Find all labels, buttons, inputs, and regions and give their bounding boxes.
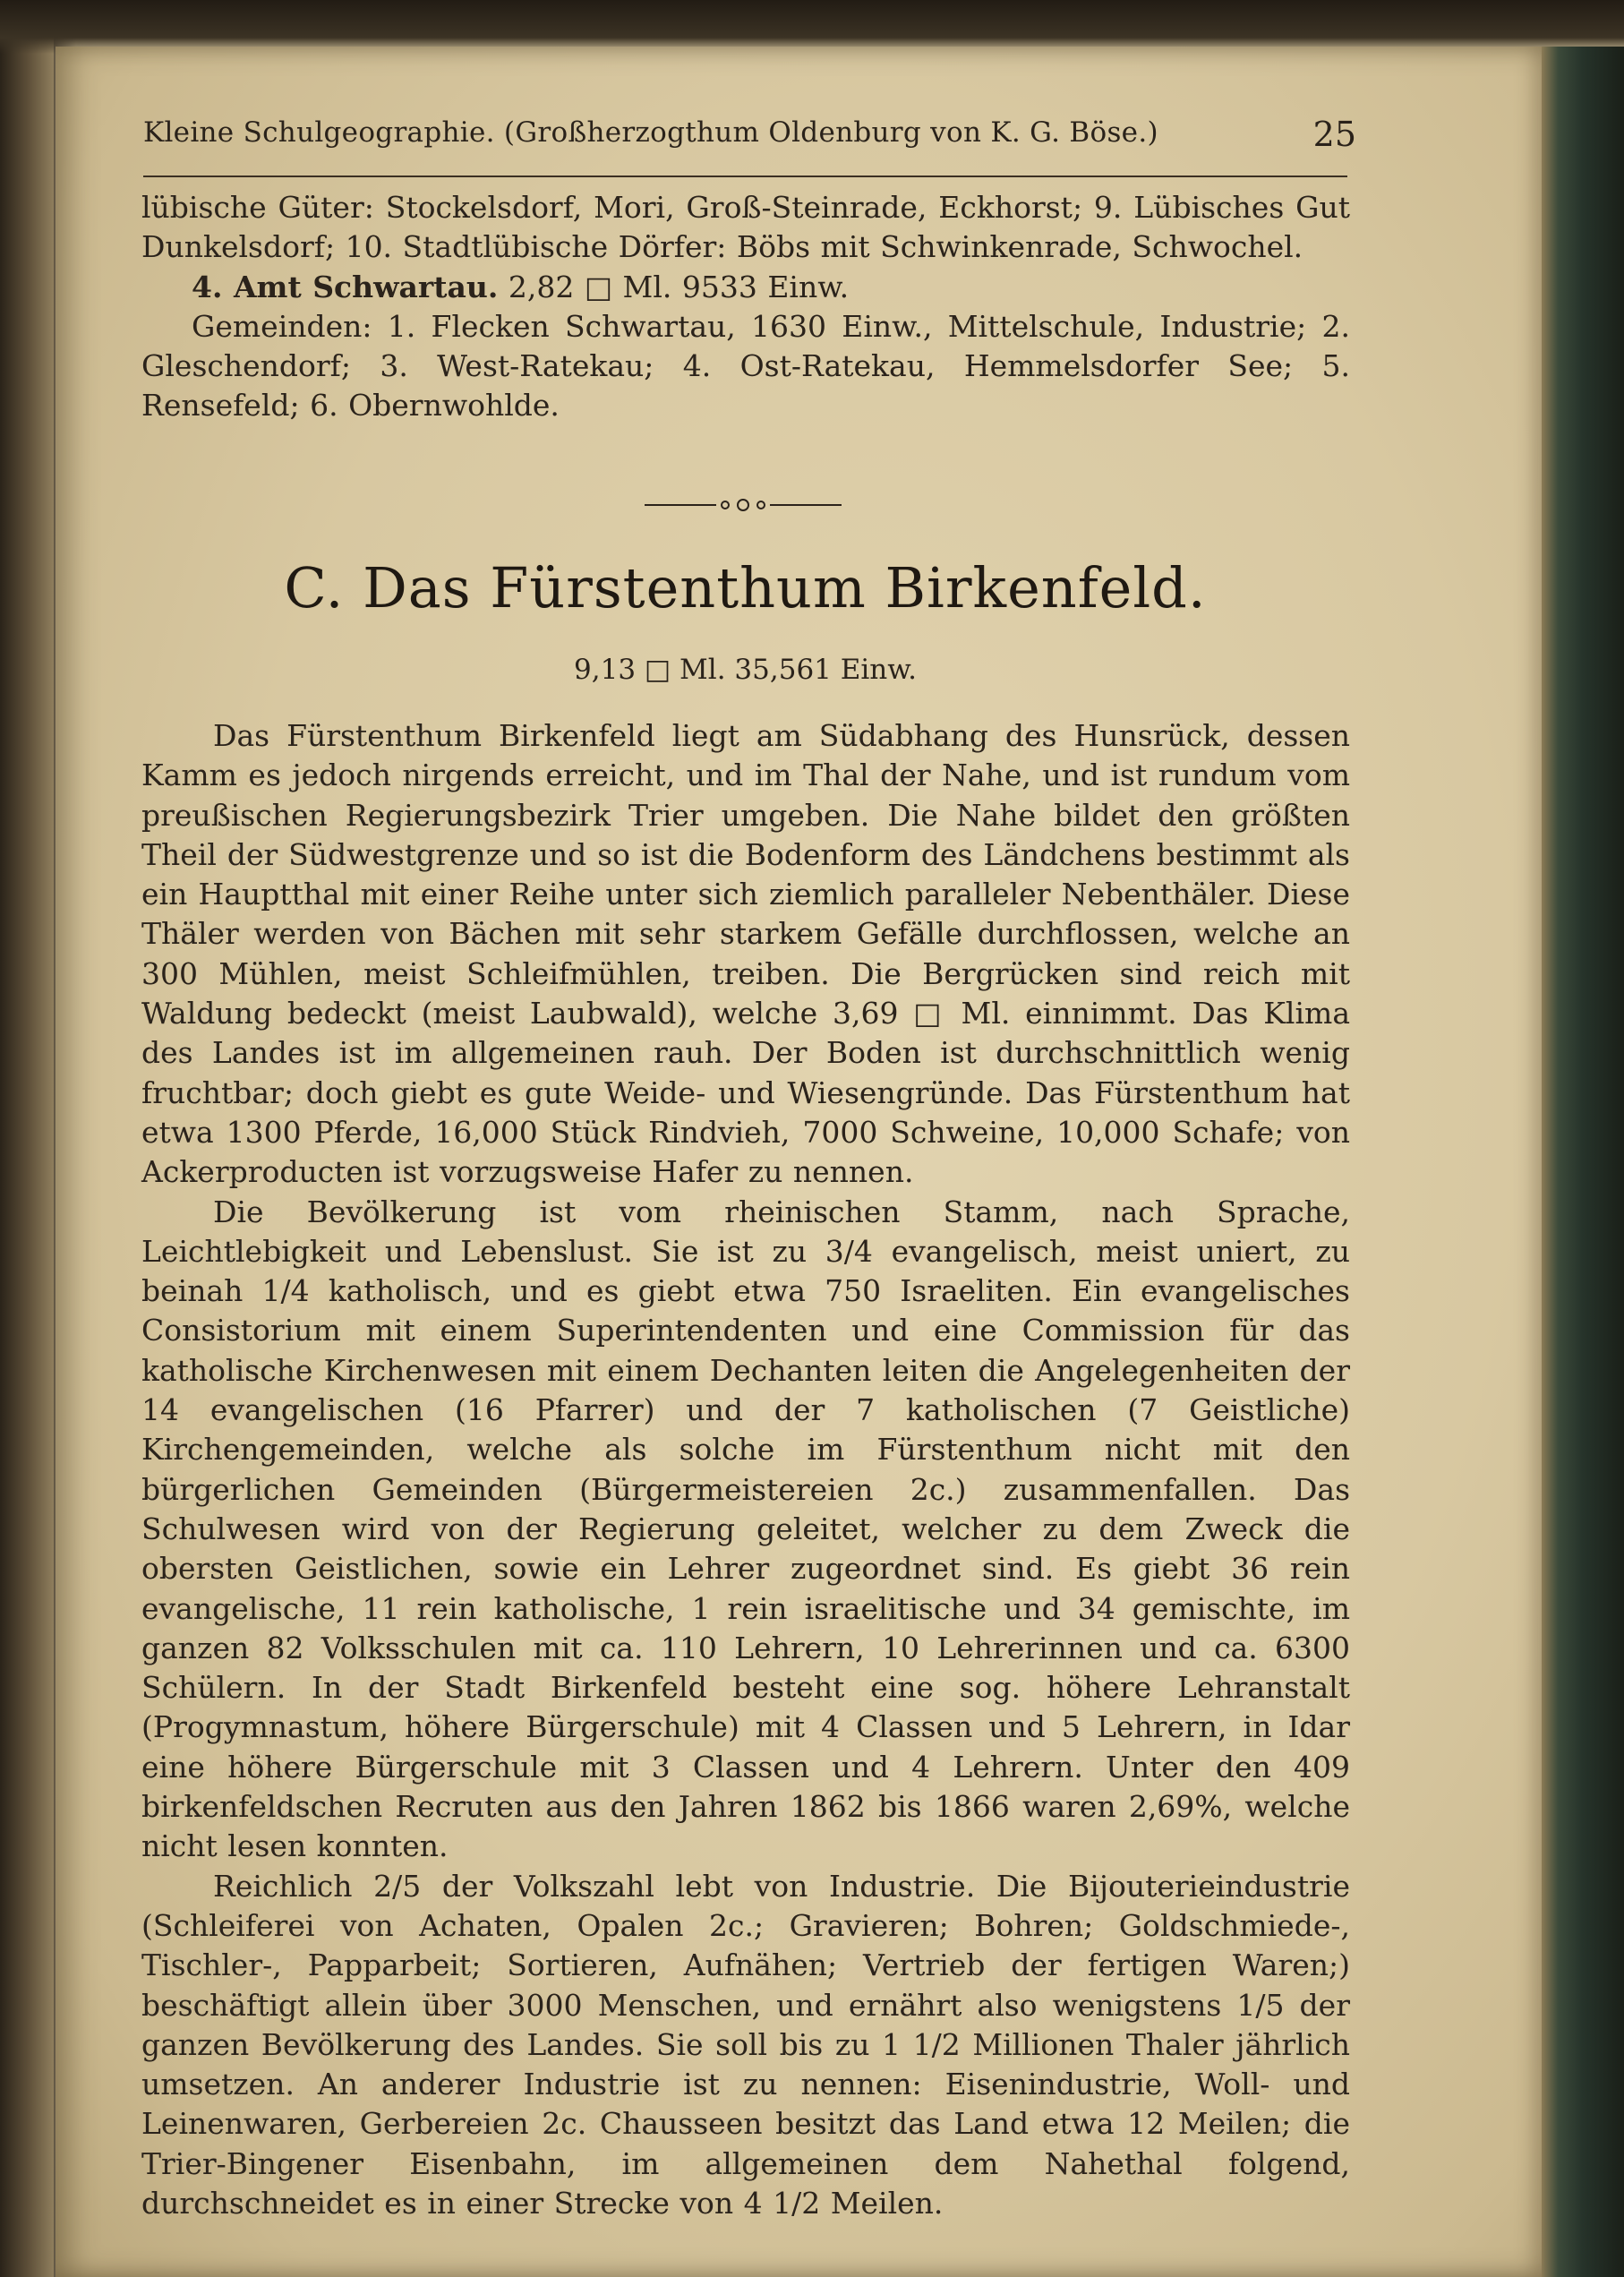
paragraph-industry: Reichlich 2/5 der Volkszahl lebt von Industrie. Die Bijouterieindustrie (Schleiferei von Achaten, Opalen 2c.; Gravieren; Bohren; Goldschmiede-, Tischler-, Papparbeit; Sortieren, Aufnähen; Vertrieb der fertigen Waren;) beschäftigt allein über 3000 Menschen, und ernährt also wenigstens 1/5 der ganzen Bevölkerung des Landes. Sie soll bis zu 1 1/2 Millionen Thaler jährlich umsetzen. An anderer Industrie ist zu nennen: Eisenindustrie, Woll- und Leinenwaren, Gerbereien 2c. Chausseen besitzt das Land etwa 12 Meilen; die Trier-Bingener Eisenbahn, im allgemeinen dem Nahethal folgend, durchschneidet es in einer Strecke von 4 1/2 Meilen. bbox=[141, 1868, 1350, 2221]
amt-heading: 4. Amt Schwartau. bbox=[192, 269, 499, 304]
page-number: 25 bbox=[1312, 115, 1356, 154]
upper-text-block bbox=[141, 188, 1350, 426]
book-binding bbox=[1542, 47, 1624, 2277]
paragraph-population: Die Bevölkerung ist vom rheinischen Stamm, nach Sprache, Leichtlebigkeit und Lebenslust. Sie ist zu 3/4 evangelisch, meist uniert, zu beinah 1/4 katholisch, und es giebt etwa 750 Israeliten. Ein evangelisches Consistorium mit einem Superintendenten und eine Commission für das katholische Kirchenwesen mit einem Dechanten leiten die Angelegenheiten der 14 evangelischen (16 Pfarrer) und der 7 katholischen (7 Geistliche) Kirchengemeinden, welche als solche im Fürstenthum nicht mit den bürgerlichen Gemeinden (Bürgermeistereien 2c.) zusammenfallen. Das Schulwesen wird von der Regierung geleitet, welcher zu dem Zweck die obersten Geistlichen, sowie ein Lehrer zugeordnet sind. Es giebt 36 rein evangelische, 11 rein katholische, 1 rein israelitische und 34 gemischte, im ganzen 82 Volksschulen mit ca. 110 Lehrern, 10 Lehrerinnen und ca. 6300 Schülern. In der Stadt Birkenfeld besteht eine sog. höhere Lehranstalt (Progymnastum, höhere Bürgerschule) mit 4 Classen und 5 Lehrern, in Idar eine höhere Bürgerschule mit 3 Classen und 4 Lehrern. Unter den 409 birkenfeldschen Recruten aus den Jahren 1862 bis 1866 waren 2,69%, welche nicht lesen konnten. bbox=[141, 1194, 1350, 1864]
previous-page-edge bbox=[0, 0, 54, 2277]
amt-line bbox=[141, 268, 1350, 307]
running-head: Kleine Schulgeographie. (Großherzogthum Oldenburg von K. G. Böse.) bbox=[143, 116, 1158, 149]
scan-top-shadow bbox=[0, 0, 1624, 54]
ornamental-divider bbox=[645, 494, 842, 516]
guter-list: lübische Güter: Stockelsdorf, Mori, Groß-Steinrade, Eckhorst; 9. Lübisches Gut Dunkelsdorf; 10. Stadtlübische Dörfer: Böbs mit Schwinkenrade, Schwochel. bbox=[141, 190, 1350, 265]
section-stats: 9,13 □ Ml. 35,561 Einw. bbox=[574, 654, 917, 686]
section-title: C. Das Fürstenthum Birkenfeld. bbox=[284, 555, 1207, 621]
gemeinden-list: Gemeinden: 1. Flecken Schwartau, 1630 Einw., Mittelschule, Industrie; 2. Gleschendorf; 3. West-Ratekau; 4. Ost-Ratekau, Hemmelsdorfer See; 5. Rensefeld; 6. Obernwohlde. bbox=[141, 308, 1350, 424]
main-text-block bbox=[141, 716, 1350, 2223]
header-rule bbox=[143, 175, 1347, 177]
paragraph-geography: Das Fürstenthum Birkenfeld liegt am Südabhang des Hunsrück, dessen Kamm es jedoch nirgends erreicht, und im Thal der Nahe, und ist rundum vom preußischen Regierungsbezirk Trier umgeben. Die Nahe bildet den größten Theil der Südwestgrenze und so ist die Bodenform des Ländchens bestimmt als ein Hauptthal mit einer Reihe unter sich ziemlich paralleler Nebenthäler. Diese Thäler werden von Bächen mit sehr starkem Gefälle durchflossen, welche an 300 Mühlen, meist Schleifmühlen, treiben. Die Bergrücken sind reich mit Waldung bedeckt (meist Laubwald), welche 3,69 □ Ml. einnimmt. Das Klima des Landes ist im allgemeinen rauh. Der Boden ist durchschnittlich wenig fruchtbar; doch giebt es gute Weide- und Wiesengründe. Das Fürstenthum hat etwa 1300 Pferde, 16,000 Stück Rindvieh, 7000 Schweine, 10,000 Schafe; von Ackerproducten ist vorzugsweise Hafer zu nennen. bbox=[141, 718, 1350, 1190]
amt-stats: 2,82 □ Ml. 9533 Einw. bbox=[508, 269, 850, 304]
